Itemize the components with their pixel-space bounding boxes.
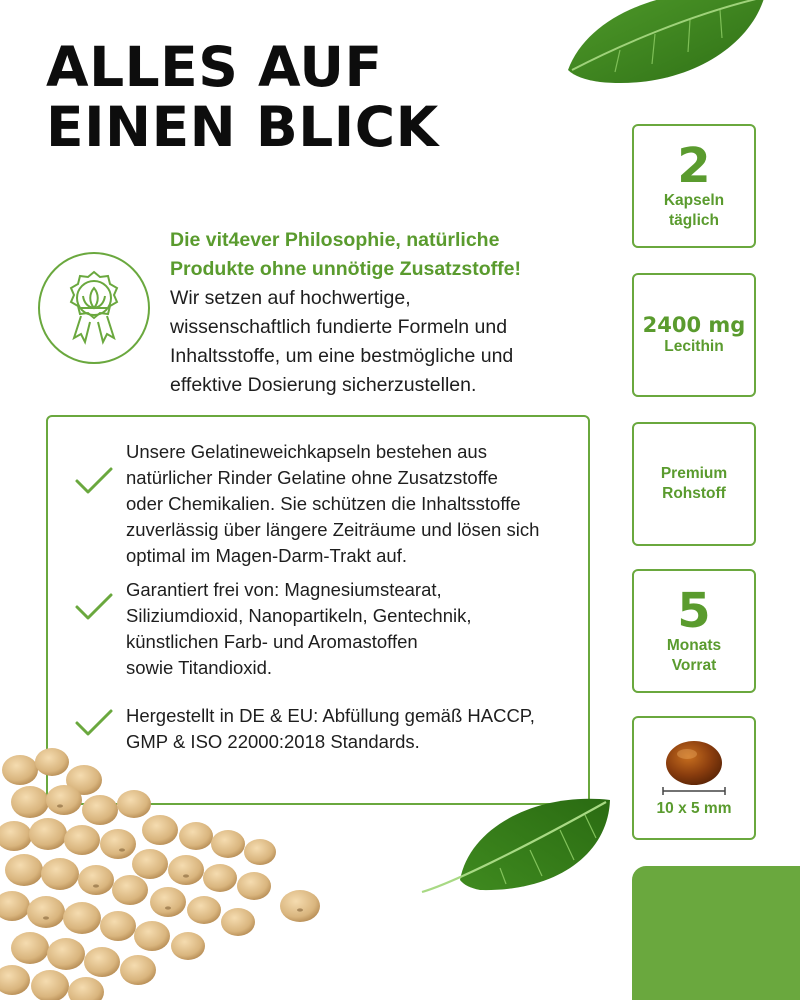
feature-line: sowie Titandioxid. — [126, 657, 273, 678]
intro-body-line-2: wissenschaftlich fundierte Formeln und — [170, 316, 508, 338]
feature-line: Siliziumdioxid, Nanopartikeln, Gentechnik, — [126, 605, 472, 626]
feature-text — [126, 577, 586, 681]
intro-body-line-3: Inhaltsstoffe, um eine bestmögliche und — [170, 345, 514, 367]
info-card-lecithin — [632, 273, 756, 397]
card-label: Vorrat — [671, 657, 717, 674]
leaf-middle-icon — [420, 780, 630, 910]
decorative-green-block — [632, 866, 800, 1000]
card-value: 2400 mg — [642, 313, 746, 337]
soybeans-image — [0, 740, 330, 1000]
title-line-2: EINEN BLICK — [46, 94, 439, 159]
intro-body-line-1: Wir setzen auf hochwertige, — [170, 287, 411, 309]
info-card-capsule-size — [632, 716, 756, 840]
card-label: Kapseln — [663, 192, 725, 209]
feature-line: zuverlässig über längere Zeiträume und lösen sich — [126, 519, 540, 540]
lotus-rosette-icon — [57, 268, 131, 348]
feature-line: Garantiert frei von: Magnesiumstearat, — [126, 579, 442, 600]
card-label: Monats — [666, 637, 722, 654]
leaf-top-icon — [560, 0, 780, 100]
page-title — [46, 35, 586, 159]
card-label: Rohstoff — [662, 485, 726, 502]
card-value: 2 — [677, 138, 711, 194]
card-value: 5 — [677, 583, 711, 639]
capsule-size-label: 10 x 5 mm — [656, 800, 732, 817]
intro-section — [170, 226, 590, 400]
feature-line: Hergestellt in DE & EU: Abfüllung gemäß HACCP, — [126, 705, 535, 726]
card-label: täglich — [669, 212, 719, 229]
feature-line: natürlicher Rinder Gelatine ohne Zusatzstoffe — [126, 467, 498, 488]
intro-highlight-line-1: Die vit4ever Philosophie, natürliche — [170, 229, 500, 251]
feature-line: optimal im Magen-Darm-Trakt auf. — [126, 545, 407, 566]
feature-line: Unsere Gelatineweichkapseln bestehen aus — [126, 441, 487, 462]
intro-body-line-4: effektive Dosierung sicherzustellen. — [170, 374, 477, 396]
intro-highlight — [170, 226, 590, 284]
feature-text — [126, 439, 586, 569]
check-icon — [74, 707, 114, 739]
check-icon — [74, 591, 114, 623]
info-card-premium — [632, 422, 756, 546]
softgel-capsule-icon — [649, 737, 739, 799]
check-icon — [74, 465, 114, 497]
feature-line: GMP & ISO 22000:2018 Standards. — [126, 731, 420, 752]
card-label: Premium — [660, 465, 728, 482]
card-label: Lecithin — [664, 338, 724, 355]
feature-line: künstlichen Farb- und Aromastoffen — [126, 631, 418, 652]
info-card-dosage — [632, 124, 756, 248]
feature-line: oder Chemikalien. Sie schützen die Inhaltsstoffe — [126, 493, 521, 514]
title-line-1: ALLES AUF — [46, 35, 383, 99]
intro-highlight-line-2: Produkte ohne unnötige Zusatzstoffe! — [170, 258, 521, 280]
quality-seal-icon — [38, 252, 150, 364]
info-card-supply — [632, 569, 756, 693]
intro-body — [170, 284, 590, 400]
